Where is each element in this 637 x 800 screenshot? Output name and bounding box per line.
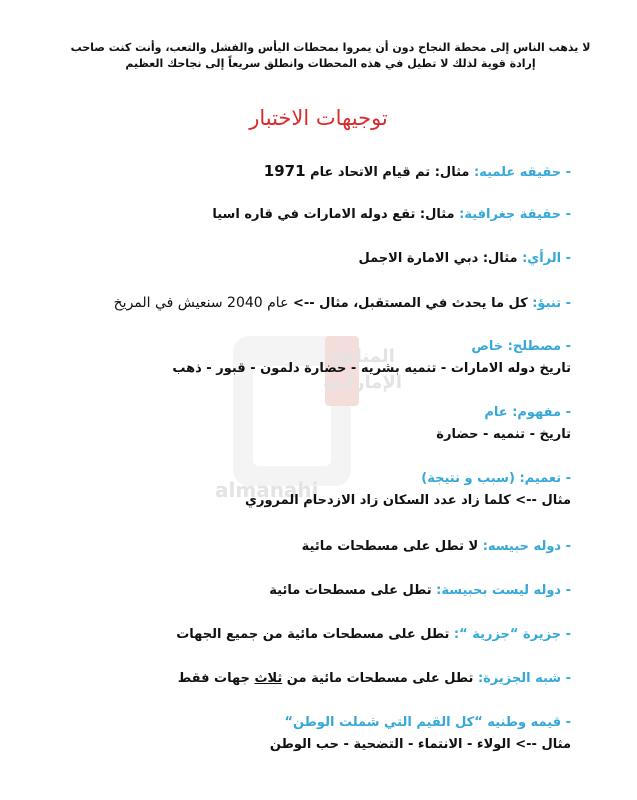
item-prediction <box>40 292 571 315</box>
item-value: تقع دوله الامارات في قاره اسيا <box>212 207 416 222</box>
item-label: - حقيقه علميه: <box>473 165 571 180</box>
item-prefix: مثال: <box>434 165 470 180</box>
item-value: تطل على مسطحات مائية <box>269 583 432 598</box>
item-value-end: جهات فقط <box>177 671 250 686</box>
item-label: - شبه الجزيرة: <box>477 671 571 686</box>
item-value-underlined: ثلاث <box>254 671 283 686</box>
item-geographic-fact <box>40 204 571 226</box>
item-value: تطل على مسطحات مائية من <box>286 671 474 686</box>
item-example: عام 2040 سنعيش في المريخ <box>113 295 289 311</box>
item-value: مثال --> كلما زاد عدد السكان زاد الازدحام المروري <box>245 493 571 508</box>
item-year: 1971 <box>263 162 306 180</box>
item-scientific-fact <box>40 160 571 184</box>
page-title: توجيهات الاختبار <box>249 106 388 130</box>
watermark-line1: المناهج <box>330 346 395 367</box>
item-prefix: مثال: <box>482 251 518 266</box>
item-value: كل ما يحدث في المستقبل، مثال --> <box>292 296 528 311</box>
watermark-domain: almanahj <box>215 478 319 502</box>
item-label: - الرأي: <box>522 251 571 266</box>
item-value: تطل على مسطحات مائية من جميع الجهات <box>176 627 450 642</box>
item-term <box>40 336 571 380</box>
item-opinion <box>40 248 571 270</box>
item-national-value <box>40 712 571 756</box>
item-value: لا تطل على مسطحات مائية <box>301 539 479 554</box>
watermark-line2: الإماراتية <box>322 372 402 393</box>
item-generalization <box>40 468 571 512</box>
item-label: - دوله حبيسه: <box>482 539 571 554</box>
item-value: مثال --> الولاء - الانتماء - التضحية - حب الوطن <box>269 737 571 752</box>
item-peninsula <box>40 668 571 690</box>
item-landlocked <box>40 536 571 558</box>
item-value: تم قيام الاتحاد عام <box>310 165 431 180</box>
intro-paragraph: لا يذهب الناس إلى محطة النجاح دون أن يمروا بمحطات اليأس والفشل والتعب، وأنت كنت صاحب إرادة قوية لذلك لا تطيل في هذه المحطات وانطلق سريعاً إلى نجاحك العظيم <box>70 41 591 70</box>
item-label: - مفهوم: عام <box>484 405 571 420</box>
item-label: - قيمه وطنيه “كل القيم التي شملت الوطن“ <box>284 715 571 730</box>
item-concept <box>40 402 571 446</box>
item-value: تاريخ - تنميه - حضارة <box>436 427 571 442</box>
item-island <box>40 624 571 646</box>
item-label: - حقيقة جغرافية: <box>459 207 571 222</box>
item-label: - مصطلح: خاص <box>471 339 571 354</box>
item-not-landlocked <box>40 580 571 602</box>
item-value: دبي الامارة الاجمل <box>358 251 479 266</box>
item-label: - تعميم: (سبب و نتيجة) <box>421 471 571 486</box>
item-label: - دوله ليست بحبيسة: <box>436 583 571 598</box>
item-prefix: مثال: <box>419 207 455 222</box>
item-label: - جزيرة “جزرية “: <box>453 627 571 642</box>
item-label: - تنبؤ: <box>532 296 571 311</box>
item-value: تاريخ دوله الامارات - تنميه بشريه - حضارة دلمون - قبور - ذهب <box>172 361 571 376</box>
